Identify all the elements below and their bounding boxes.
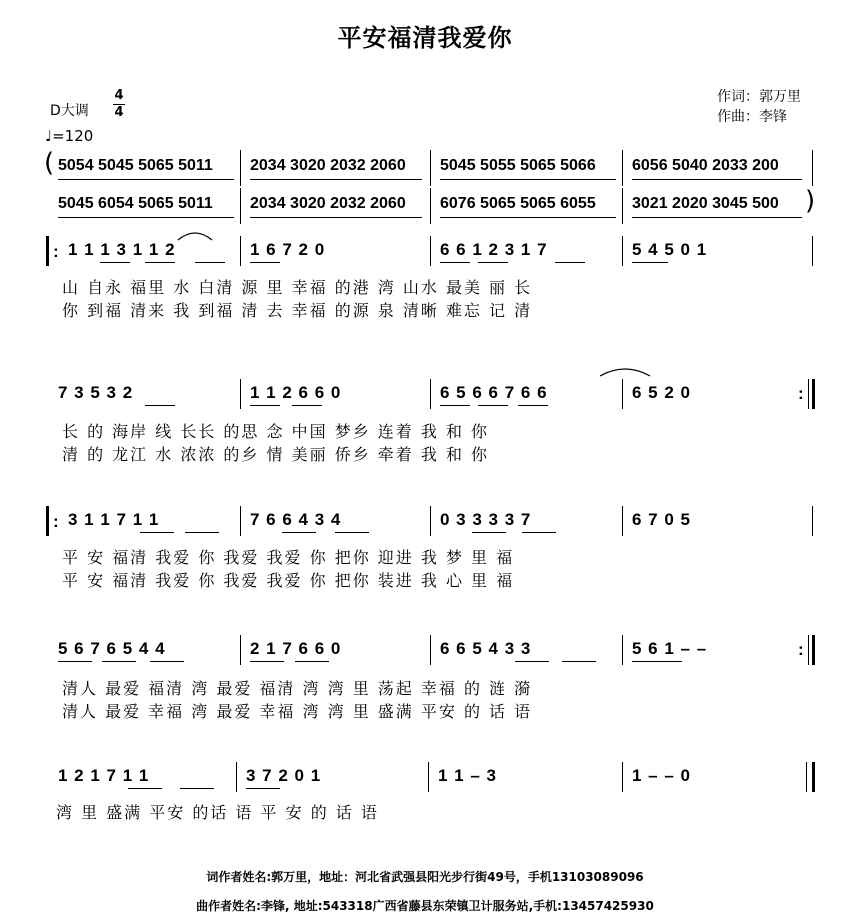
composer-contact: 曲作者姓名:李锋, 地址:543318广西省藤县东荣镇卫计服务站,手机:13457425930 (196, 899, 654, 913)
measure-notes: 7 6 6 4 3 4 (250, 510, 342, 529)
intro-close-paren: ) (805, 186, 816, 216)
lyric-line: 长 的 海岸 线 长长 的思 念 中国 梦乡 连着 我 和 你 (62, 422, 490, 441)
lyric-line: 山 自永 福里 水 白清 源 里 幸福 的港 湾 山水 最美 丽 长 (62, 278, 533, 297)
lyric-line: 平 安 福清 我爱 你 我爱 我爱 你 把你 装进 我 心 里 福 (62, 571, 515, 590)
measure-notes: 6 6 1 2 3 1 7 (440, 240, 548, 259)
intro-measure: 5045 5055 5065 5066 (440, 157, 596, 174)
measure-notes: 6 6 5 4 3 3 (440, 639, 532, 658)
measure-notes: 1 1 1 3 1 1 2 (68, 240, 176, 259)
intro-measure: 6076 5065 5065 6055 (440, 195, 596, 212)
measure-notes: 6 5 2 0 (632, 383, 691, 402)
composer-credit: 作曲：李锋 (717, 109, 787, 125)
measure-notes: 6 5 6 6 7 6 6 (440, 383, 548, 402)
lyric-line: 湾 里 盛满 平安 的话 语 平 安 的 话 语 (56, 803, 379, 822)
key-signature: D大调 (50, 103, 89, 119)
repeat-dots: : (53, 242, 60, 261)
measure-notes: 0 3 3 3 3 7 (440, 510, 532, 529)
intro-measure: 2034 3020 2032 2060 (250, 157, 406, 174)
intro-measure: 5045 6054 5065 5011 (58, 195, 213, 212)
measure-notes: 5 4 5 0 1 (632, 240, 708, 259)
measure-notes: 1 1 2 6 6 0 (250, 383, 342, 402)
intro-measure: 6056 5040 2033 200 (632, 157, 779, 174)
time-signature-bottom: 4 (114, 105, 124, 120)
measure-notes: 7 3 5 3 2 (58, 383, 134, 402)
lyric-line: 清人 最爱 福清 湾 最爱 福清 湾 湾 里 荡起 幸福 的 涟 漪 (62, 679, 533, 698)
repeat-dots: : (798, 640, 805, 659)
measure-notes: 2 1 7 6 6 0 (250, 639, 342, 658)
intro-open-paren: ( (44, 148, 55, 178)
measure-notes: 5 6 1 – – (632, 639, 708, 658)
page-title: 平安福清我爱你 (337, 23, 513, 52)
measure-notes: 6 7 0 5 (632, 510, 691, 529)
measure-notes: 1 2 1 7 1 1 (58, 766, 150, 785)
measure-notes: 1 – – 0 (632, 766, 691, 785)
measure-notes: 5 6 7 6 5 4 4 (58, 639, 166, 658)
repeat-dots: : (53, 512, 60, 531)
measure-notes: 1 6 7 2 0 (250, 240, 326, 259)
time-signature-top: 4 (114, 88, 124, 103)
intro-measure: 2034 3020 2032 2060 (250, 195, 406, 212)
quarter-note-icon: ♩ (45, 127, 53, 145)
measure-notes: 3 7 2 0 1 (246, 766, 322, 785)
lyricist-contact: 词作者姓名:郭万里，地址：河北省武强县阳光步行街49号，手机13103089096 (206, 870, 644, 884)
lyric-line: 清人 最爱 幸福 湾 最爱 幸福 湾 湾 里 盛满 平安 的 话 语 (62, 702, 533, 721)
lyric-line: 你 到福 清来 我 到福 清 去 幸福 的源 泉 清晰 难忘 记 清 (62, 301, 533, 320)
lyric-line: 清 的 龙江 水 浓浓 的乡 情 美丽 侨乡 牵着 我 和 你 (62, 445, 490, 464)
repeat-dots: : (798, 384, 805, 403)
lyric-line: 平 安 福清 我爱 你 我爱 我爱 你 把你 迎进 我 梦 里 福 (62, 548, 515, 567)
measure-notes: 1 1 – 3 (438, 766, 497, 785)
intro-measure: 3021 2020 3045 500 (632, 195, 779, 212)
lyricist-credit: 作词：郭万里 (717, 89, 801, 105)
tempo-value: =120 (52, 127, 94, 145)
intro-measure: 5054 5045 5065 5011 (58, 157, 213, 174)
measure-notes: 3 1 1 7 1 1 (68, 510, 160, 529)
